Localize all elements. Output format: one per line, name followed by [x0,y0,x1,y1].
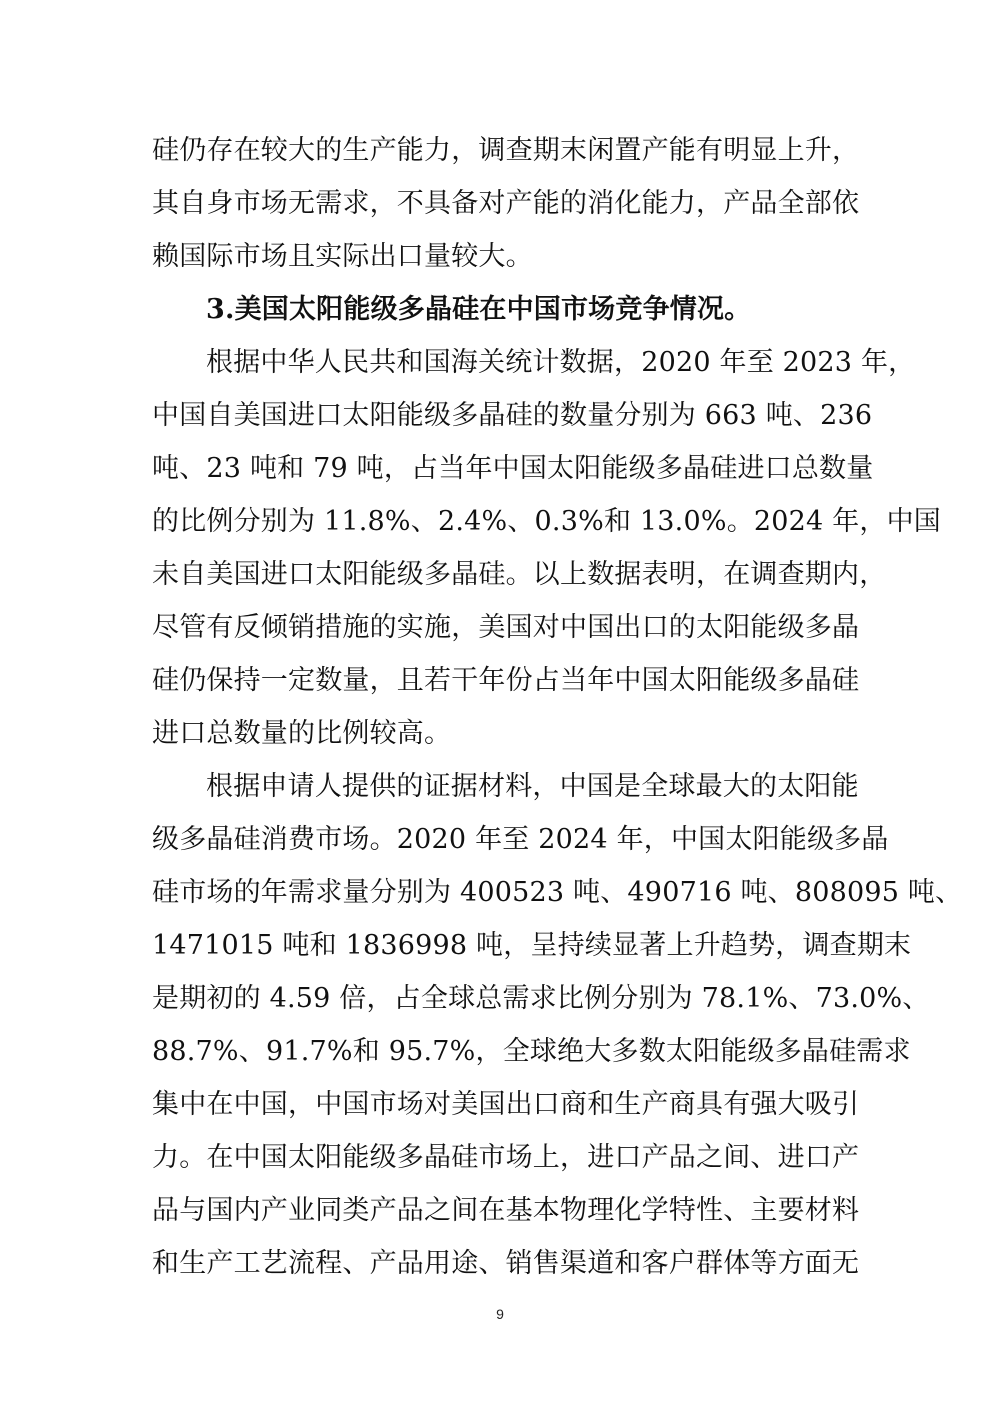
paragraph-3-line-7: 集中在中国，中国市场对美国出口商和生产商具有强大吸引 [152,1089,860,1120]
paragraph-3-line-1: 根据申请人提供的证据材料，中国是全球最大的太阳能 [206,771,859,802]
paragraph-3-line-4: 1471015 吨和 1836998 吨，呈持续显著上升趋势，调查期末 [152,930,912,961]
paragraph-1-line-1: 硅仍存在较大的生产能力，调查期末闲置产能有明显上升， [152,135,860,166]
paragraph-2-line-8: 进口总数量的比例较高。 [152,718,452,749]
paragraph-3-line-2: 级多晶硅消费市场。2020 年至 2024 年，中国太阳能级多晶 [152,824,889,855]
paragraph-2-line-3: 吨、23 吨和 79 吨，占当年中国太阳能级多晶硅进口总数量 [152,453,874,484]
paragraph-2-line-5: 未自美国进口太阳能级多晶硅。以上数据表明，在调查期内， [152,559,887,590]
paragraph-3-line-8: 力。在中国太阳能级多晶硅市场上，进口产品之间、进口产 [152,1142,860,1173]
paragraph-3-line-3: 硅市场的年需求量分别为 400523 吨、490716 吨、808095 吨、 [152,877,963,908]
page-number: 9 [496,1306,504,1322]
paragraph-2-line-6: 尽管有反倾销措施的实施，美国对中国出口的太阳能级多晶 [152,612,860,643]
paragraph-2-line-4: 的比例分别为 11.8%、2.4%、0.3%和 13.0%。2024 年，中国 [152,506,941,537]
paragraph-1-line-3: 赖国际市场且实际出口量较大。 [152,241,533,272]
paragraph-1-line-2: 其自身市场无需求，不具备对产能的消化能力，产品全部依 [152,188,860,219]
paragraph-2-line-2: 中国自美国进口太阳能级多晶硅的数量分别为 663 吨、236 [152,400,873,431]
paragraph-3-line-6: 88.7%、91.7%和 95.7%，全球绝大多数太阳能级多晶硅需求 [152,1036,911,1067]
paragraph-2-line-1: 根据中华人民共和国海关统计数据，2020 年至 2023 年， [206,347,916,378]
paragraph-2-line-7: 硅仍保持一定数量，且若干年份占当年中国太阳能级多晶硅 [152,665,860,696]
paragraph-3-line-5: 是期初的 4.59 倍，占全球总需求比例分别为 78.1%、73.0%、 [152,983,930,1014]
section-heading: 3.美国太阳能级多晶硅在中国市场竞争情况。 [206,294,752,325]
paragraph-3-line-9: 品与国内产业同类产品之间在基本物理化学特性、主要材料 [152,1195,860,1226]
paragraph-3-line-10: 和生产工艺流程、产品用途、销售渠道和客户群体等方面无 [152,1248,860,1279]
